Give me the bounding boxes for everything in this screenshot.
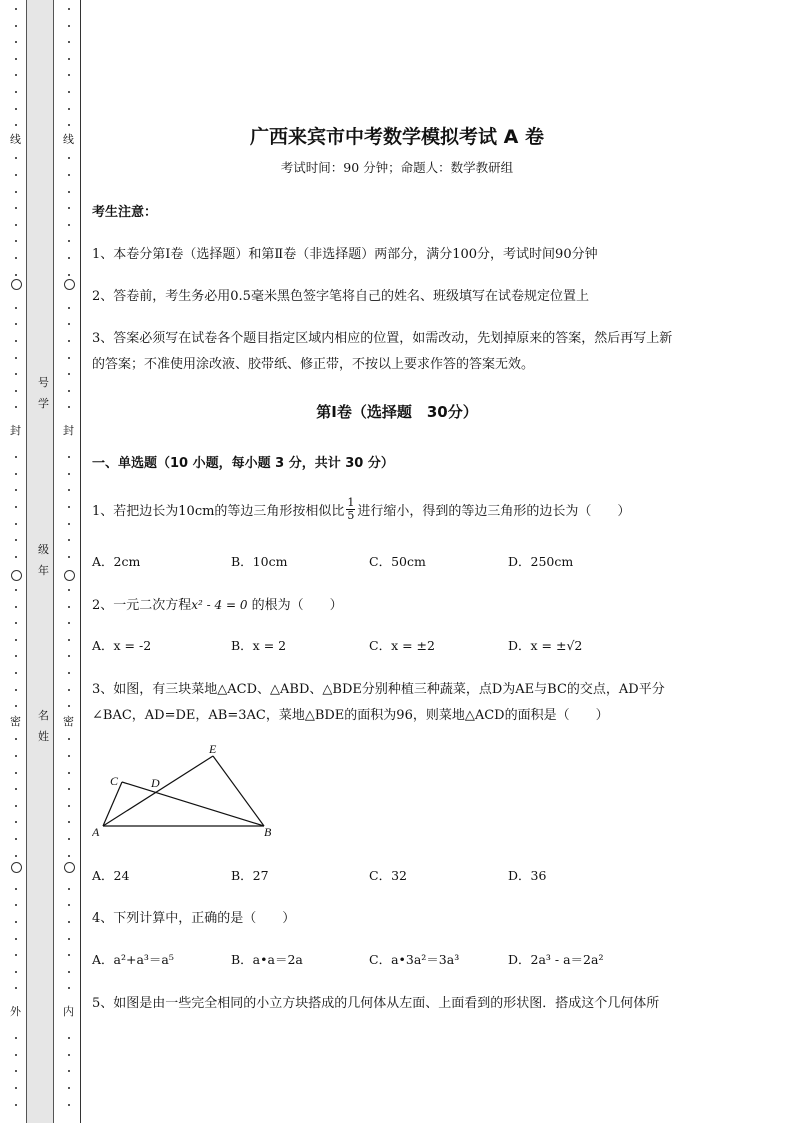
binding-dot xyxy=(68,821,70,823)
q4-option-a[interactable]: A．a²+a³＝a⁵ xyxy=(92,952,174,967)
q4-option-d[interactable]: D．2a³ - a＝2a² xyxy=(508,952,604,967)
binding-dot xyxy=(68,1070,70,1072)
binding-dot xyxy=(15,888,17,890)
q3-label-b: B xyxy=(264,825,272,839)
binding-dot xyxy=(15,58,17,60)
seal-ring-inner-2 xyxy=(64,570,75,581)
q3-option-c[interactable]: C．32 xyxy=(369,868,407,883)
binding-dot xyxy=(68,1054,70,1056)
binding-dot xyxy=(15,257,17,259)
binding-dot xyxy=(15,74,17,76)
binding-dot xyxy=(15,25,17,27)
q3-segment-eb xyxy=(213,756,264,826)
field-label-ming: 名 xyxy=(38,709,49,722)
binding-dot xyxy=(15,8,17,10)
binding-dot xyxy=(68,340,70,342)
binding-dot xyxy=(15,1054,17,1056)
binding-dot xyxy=(68,58,70,60)
binding-dot xyxy=(15,191,17,193)
binding-dot xyxy=(68,373,70,375)
binding-dot xyxy=(15,938,17,940)
binding-dot xyxy=(15,1070,17,1072)
seal-char-feng-outer: 封 xyxy=(10,424,21,437)
seal-ring-outer-2 xyxy=(11,570,22,581)
binding-dot xyxy=(15,855,17,857)
binding-dot xyxy=(15,357,17,359)
binding-dot xyxy=(15,689,17,691)
q4-option-c[interactable]: C．a•3a²＝3a³ xyxy=(369,952,460,967)
q2-option-a[interactable]: A．x = -2 xyxy=(92,638,152,653)
binding-dot xyxy=(68,473,70,475)
binding-dot xyxy=(68,921,70,923)
binding-dot xyxy=(68,788,70,790)
binding-dot xyxy=(15,838,17,840)
q1-text-pre: 1、若把边长为10cm的等边三角形按相似比 xyxy=(92,503,345,519)
binding-dot xyxy=(15,207,17,209)
binding-dot xyxy=(15,971,17,973)
q1-option-b[interactable]: B．10cm xyxy=(231,554,288,569)
binding-dot xyxy=(68,987,70,989)
seal-char-mi-outer: 密 xyxy=(10,715,21,728)
question-4-stem: 4、下列计算中，正确的是（ ） xyxy=(92,911,296,926)
binding-dot xyxy=(68,257,70,259)
binding-dot xyxy=(68,606,70,608)
binding-dot xyxy=(68,224,70,226)
seal-ring-outer-1 xyxy=(11,279,22,290)
q3-segment-cb xyxy=(122,782,264,826)
q2-option-d[interactable]: D．x = ±√2 xyxy=(508,638,583,653)
q1-fraction-denominator: 5 xyxy=(347,508,355,522)
notice-item-3-cont: 的答案；不准使用涂改液、胶带纸、修正带，不按以上要求作答的答案无效。 xyxy=(92,357,535,372)
q2-option-b[interactable]: B．x = 2 xyxy=(231,638,287,653)
binding-dot xyxy=(68,74,70,76)
q1-option-c[interactable]: C．50cm xyxy=(369,554,426,569)
binding-dot xyxy=(15,622,17,624)
notice-item-3: 3、答案必须写在试卷各个题目指定区域内相应的位置，如需改动，先划掉原来的答案，然后再写上新 xyxy=(92,331,673,346)
binding-dot xyxy=(15,705,17,707)
binding-dot xyxy=(68,523,70,525)
binding-dot xyxy=(15,606,17,608)
binding-dot xyxy=(15,954,17,956)
binding-dot xyxy=(68,689,70,691)
binding-dot xyxy=(68,954,70,956)
seal-char-xian-outer: 线 xyxy=(10,133,21,146)
binding-dot xyxy=(68,41,70,43)
binding-dot xyxy=(68,1104,70,1106)
binding-dot xyxy=(68,539,70,541)
question-1-stem xyxy=(92,493,630,525)
field-label-xue: 学 xyxy=(38,397,49,410)
field-label-ji: 级 xyxy=(38,543,49,556)
question-5-stem: 5、如图是由一些完全相同的小立方块搭成的几何体从左面、上面看到的形状图．搭成这个几何体所 xyxy=(92,996,660,1011)
binding-dot xyxy=(68,506,70,508)
binding-dot xyxy=(68,755,70,757)
notice-item-2: 2、答卷前，考生务必用0.5毫米黑色签字笔将自己的姓名、班级填写在试卷规定位置上 xyxy=(92,289,589,304)
binding-dot xyxy=(15,373,17,375)
binding-dot xyxy=(15,772,17,774)
binding-dot xyxy=(68,738,70,740)
binding-dot xyxy=(15,556,17,558)
binding-dot xyxy=(68,622,70,624)
binding-dot xyxy=(15,805,17,807)
binding-dot xyxy=(68,307,70,309)
binding-dot xyxy=(15,224,17,226)
binding-dot xyxy=(15,456,17,458)
seal-ring-inner-1 xyxy=(64,279,75,290)
binding-dot xyxy=(15,672,17,674)
binding-dot xyxy=(15,539,17,541)
seal-char-feng-inner: 封 xyxy=(63,424,74,437)
q1-fraction xyxy=(346,497,355,522)
seal-char-wai: 外 xyxy=(10,1005,21,1018)
binding-dot xyxy=(15,489,17,491)
seal-char-mi-inner: 密 xyxy=(63,715,74,728)
binding-dot xyxy=(15,340,17,342)
binding-dot xyxy=(15,307,17,309)
binding-dot xyxy=(68,971,70,973)
binding-dot xyxy=(15,523,17,525)
field-label-xing: 姓 xyxy=(38,730,49,743)
q3-label-e: E xyxy=(209,742,217,756)
binding-dot xyxy=(68,456,70,458)
q3-label-d: D xyxy=(151,776,160,790)
binding-dot xyxy=(68,639,70,641)
binding-dot xyxy=(68,904,70,906)
section-heading: 一、单选题（10 小题，每小题 3 分，共计 30 分） xyxy=(92,456,394,471)
binding-dot xyxy=(15,755,17,757)
binding-dot xyxy=(68,589,70,591)
binding-dot xyxy=(15,91,17,93)
q3-option-d[interactable]: D．36 xyxy=(508,868,547,883)
binding-dot xyxy=(15,506,17,508)
q1-option-a[interactable]: A．2cm xyxy=(92,554,141,569)
binding-dot xyxy=(15,639,17,641)
binding-dot xyxy=(68,772,70,774)
binding-dot xyxy=(68,705,70,707)
binding-dot xyxy=(68,357,70,359)
notice-item-1: 1、本卷分第Ⅰ卷（选择题）和第Ⅱ卷（非选择题）两部分，满分100分，考试时间90分钟 xyxy=(92,247,598,262)
part1-title: 第Ⅰ卷（选择题 30分） xyxy=(316,403,478,421)
q4-option-b[interactable]: B．a•a＝2a xyxy=(231,952,303,967)
binding-dot xyxy=(15,1104,17,1106)
binding-dot xyxy=(68,390,70,392)
binding-dot xyxy=(15,738,17,740)
binding-dot xyxy=(68,274,70,276)
q3-segment-ae xyxy=(103,756,213,826)
binding-dot xyxy=(15,589,17,591)
binding-dot xyxy=(15,274,17,276)
q1-fraction-numerator: 1 xyxy=(347,495,355,509)
q2-option-c[interactable]: C．x = ±2 xyxy=(369,638,435,653)
seal-char-nei: 内 xyxy=(63,1005,74,1018)
binding-dot xyxy=(15,390,17,392)
binding-dot xyxy=(15,473,17,475)
field-label-hao: 号 xyxy=(38,376,49,389)
exam-title: 广西来宾市中考数学模拟考试 A 卷 xyxy=(250,126,544,148)
q3-label-c: C xyxy=(110,774,119,788)
q2-text-pre: 2、一元二次方程 xyxy=(92,598,192,613)
binding-dot xyxy=(68,25,70,27)
binding-dot xyxy=(68,240,70,242)
q3-label-a: A xyxy=(92,825,100,839)
question-3-stem-line2: ∠BAC，AD=DE，AB=3AC，菜地△BDE的面积为96，则菜地△ACD的面积是（ ） xyxy=(92,708,609,723)
binding-dot xyxy=(68,1037,70,1039)
binding-dot xyxy=(15,788,17,790)
binding-dot xyxy=(15,987,17,989)
notice-heading: 考生注意： xyxy=(92,205,158,220)
binding-dot xyxy=(15,921,17,923)
field-label-nian: 年 xyxy=(38,564,49,577)
q2-equation: x² - 4 = 0 xyxy=(191,598,248,612)
binding-dot xyxy=(68,938,70,940)
q2-text-post: 的根为（ ） xyxy=(247,598,343,613)
binding-dot xyxy=(15,904,17,906)
binding-dot xyxy=(68,108,70,110)
question-2-stem xyxy=(92,594,343,613)
question-3-stem-line1: 3、如图，有三块菜地△ACD、△ABD、△BDE分别种植三种蔬菜，点D为AE与BC的交点，AD平分 xyxy=(92,682,665,697)
binding-dot xyxy=(68,489,70,491)
binding-dot xyxy=(15,821,17,823)
seal-char-xian-inner: 线 xyxy=(63,133,74,146)
binding-dot xyxy=(68,191,70,193)
binding-dot xyxy=(68,556,70,558)
binding-dot xyxy=(68,1087,70,1089)
q3-option-b[interactable]: B．27 xyxy=(231,868,269,883)
binding-dot xyxy=(68,8,70,10)
binding-dot xyxy=(68,838,70,840)
binding-dot xyxy=(68,323,70,325)
binding-dot xyxy=(15,41,17,43)
binding-dot xyxy=(15,108,17,110)
binding-dot xyxy=(68,91,70,93)
binding-dot xyxy=(68,655,70,657)
exam-subtitle: 考试时间：90 分钟；命题人：数学教研组 xyxy=(280,160,514,175)
binding-dot xyxy=(15,655,17,657)
binding-dot xyxy=(68,672,70,674)
binding-dot xyxy=(68,888,70,890)
binding-dot xyxy=(68,207,70,209)
q1-text-post: 进行缩小，得到的等边三角形的边长为（ ） xyxy=(357,503,631,519)
binding-dot xyxy=(15,1087,17,1089)
binding-dot xyxy=(68,855,70,857)
binding-dot xyxy=(15,323,17,325)
binding-dot xyxy=(68,805,70,807)
binding-dot xyxy=(15,1037,17,1039)
seal-ring-outer-3 xyxy=(11,862,22,873)
q3-triangle-figure xyxy=(92,740,292,845)
binding-dot xyxy=(15,240,17,242)
q1-option-d[interactable]: D．250cm xyxy=(508,554,574,569)
seal-ring-inner-3 xyxy=(64,862,75,873)
q3-option-a[interactable]: A．24 xyxy=(92,868,130,883)
